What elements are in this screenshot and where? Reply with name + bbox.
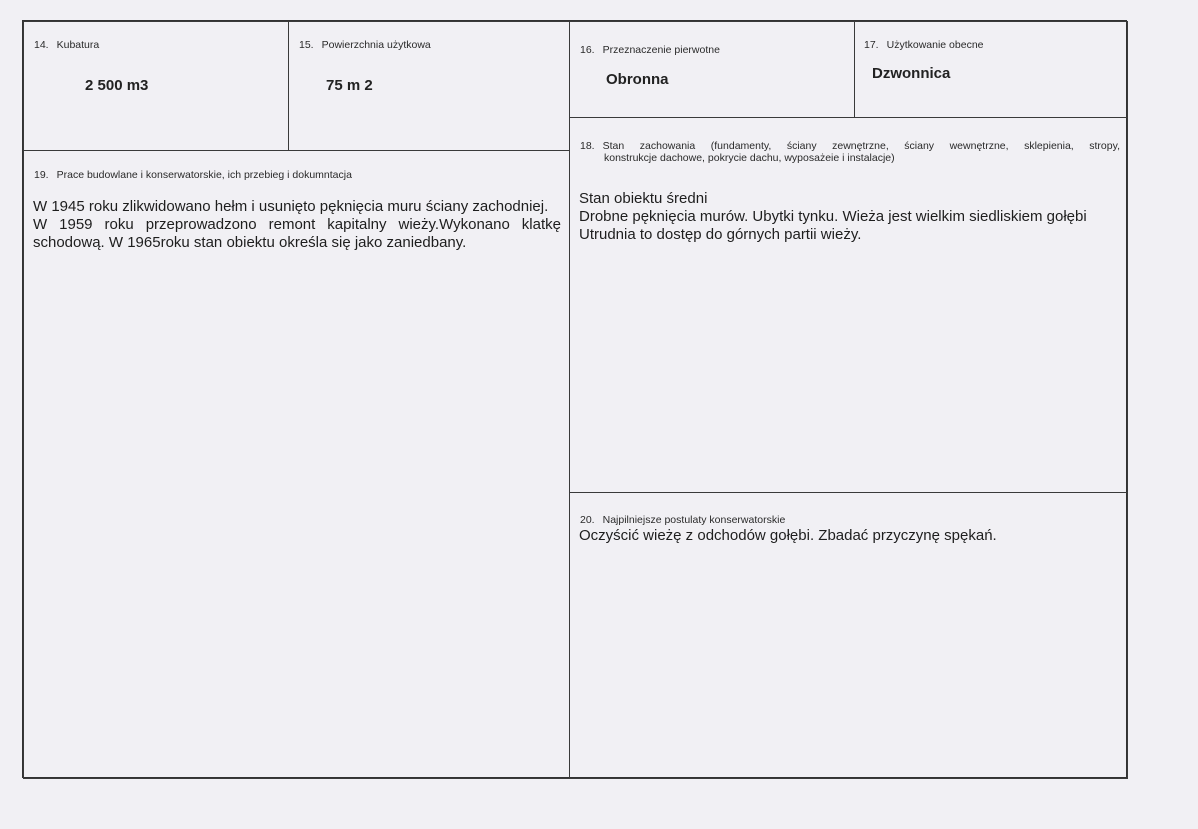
record-card-frame bbox=[22, 20, 1127, 778]
field-14-kubatura bbox=[23, 21, 289, 151]
field-18-line-1: Stan obiektu średni bbox=[579, 190, 708, 207]
field-18-stan-zachowania bbox=[569, 117, 1128, 493]
field-15-value: 75 m 2 bbox=[326, 77, 373, 94]
field-19-para-1: W 1945 roku zlikwidowano hełm i usunięto pęknięcia muru ściany zachodniej. bbox=[33, 198, 549, 215]
field-15-number: 15. bbox=[299, 39, 314, 51]
field-20-number: 20. bbox=[580, 514, 595, 526]
field-14-label: Kubatura bbox=[56, 39, 100, 51]
field-19-number: 19. bbox=[34, 169, 49, 181]
field-17-uzytkowanie bbox=[854, 21, 1128, 118]
field-17-number: 17. bbox=[864, 39, 879, 51]
field-18-label: Stan zachowania (fundamenty, ściany zewnętrzne, ściany wewnętrzne, sklepienia, stropy, bbox=[602, 140, 1120, 152]
field-16-przeznaczenie bbox=[569, 21, 855, 118]
field-16-number: 16. bbox=[580, 44, 595, 56]
field-16-value: Obronna bbox=[606, 71, 669, 88]
field-14-value: 2 500 m3 bbox=[85, 77, 149, 94]
field-19-content bbox=[33, 198, 561, 252]
field-18-line-2: Drobne pęknięcia murów. Ubytki tynku. Wieża jest wielkim siedliskiem gołębi bbox=[579, 208, 1087, 225]
field-17-value: Dzwonnica bbox=[872, 65, 951, 82]
field-18-content bbox=[579, 190, 1124, 244]
field-18-line-3: Utrudnia to dostęp do górnych partii wieży. bbox=[579, 226, 862, 243]
field-19-label: Prace budowlane i konserwatorskie, ich przebieg i dokumntacja bbox=[56, 169, 352, 181]
field-15-label: Powierzchnia użytkowa bbox=[321, 39, 431, 51]
field-14-number: 14. bbox=[34, 39, 49, 51]
field-20-postulaty bbox=[569, 492, 1128, 779]
field-15-powierzchnia bbox=[288, 21, 570, 151]
field-16-label: Przeznaczenie pierwotne bbox=[602, 44, 720, 56]
field-17-label: Użytkowanie obecne bbox=[886, 39, 984, 51]
field-18-label-line2: konstrukcje dachowe, pokrycie dachu, wyposażeie i instalacje) bbox=[604, 152, 895, 164]
field-19-para-2: W 1959 roku przeprowadzono remont kapitalny wieży.Wykonano klatkę schodową. W 1965roku stan obiektu określa się jako zaniedbany. bbox=[33, 216, 561, 251]
field-18-number: 18. bbox=[580, 140, 595, 152]
field-20-label: Najpilniejsze postulaty konserwatorskie bbox=[602, 514, 786, 526]
field-19-prace-budowlane bbox=[23, 150, 570, 779]
field-20-content: Oczyścić wieżę z odchodów gołębi. Zbadać przyczynę spękań. bbox=[579, 527, 997, 544]
